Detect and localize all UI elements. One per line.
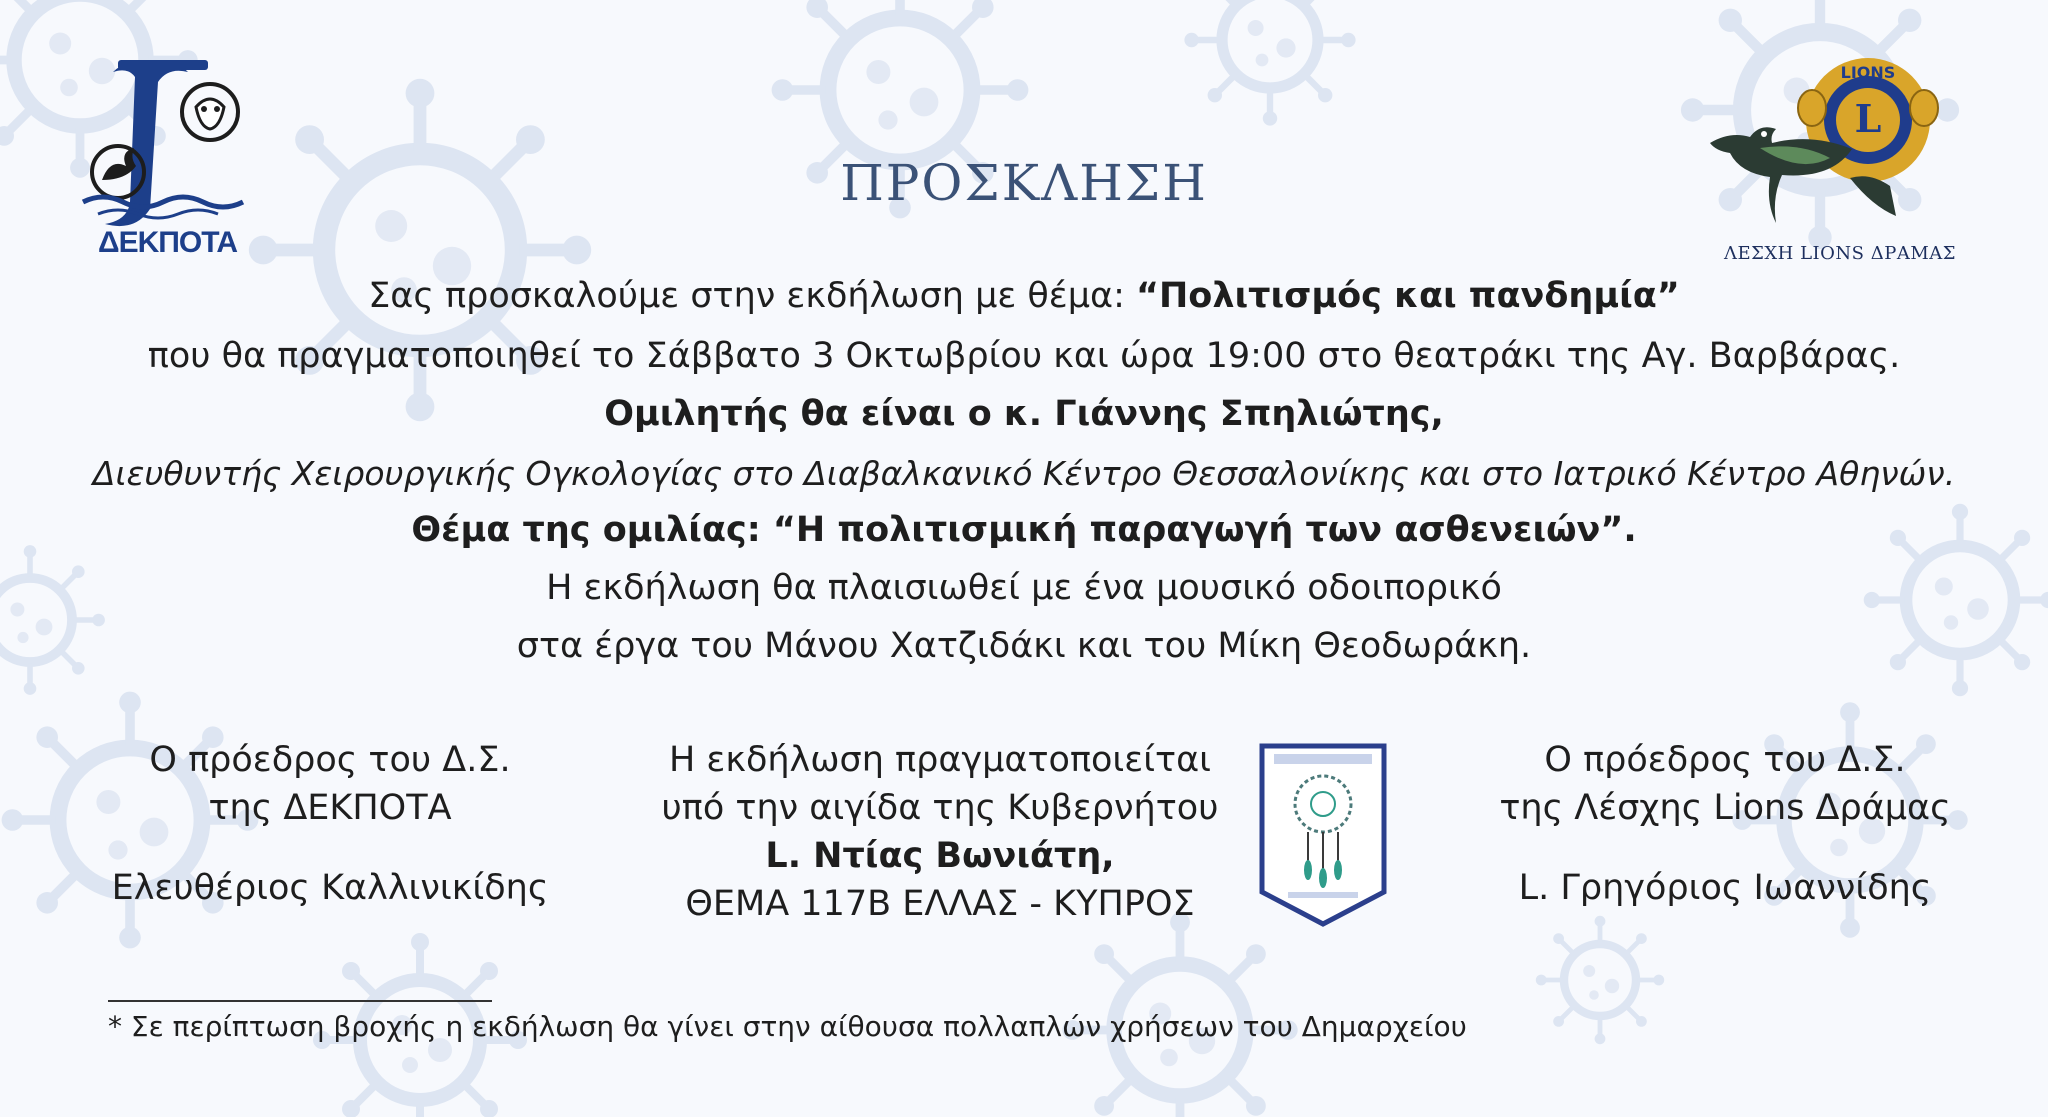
invitation-line-3 bbox=[0, 394, 2048, 434]
talk-topic: Θέμα της ομιλίας: “Η πολιτισμική παραγωγή των ασθενειών”. bbox=[411, 510, 1637, 550]
lions-emblem-icon bbox=[1700, 48, 1970, 258]
patronage-line-1: Η εκδήλωση πραγματοποιείται bbox=[668, 740, 1212, 780]
dekpota-logo-text: ΔΕΚΠΟΤΑ bbox=[98, 226, 238, 259]
footnote-text: * Σε περίπτωση βροχής η εκδήλωση θα γίνει στην αίθουσα πολλαπλών χρήσεων του Δημαρχείου bbox=[108, 1010, 1467, 1043]
governor-name: L. Ντίας Βωνιάτη, bbox=[765, 836, 1115, 876]
speaker-name: Γιάννης Σπηλιώτης, bbox=[1054, 394, 1444, 434]
signature-right-role-2: της Λέσχης Lions Δράμας bbox=[1499, 788, 1951, 828]
signature-right-name: L. Γρηγόριος Ιωαννίδης bbox=[1518, 868, 1932, 908]
district-name: ΘΕΜΑ 117Β ΕΛΛΑΣ - ΚΥΠΡΟΣ bbox=[685, 884, 1195, 924]
invitation-intro-text: Σας προσκαλούμε στην εκδήλωση με θέμα: bbox=[368, 276, 1136, 316]
dekpota-emblem-icon bbox=[78, 52, 258, 242]
signature-left-role-2: της ΔΕΚΠΟΤΑ bbox=[208, 788, 452, 828]
invitation-line-2: που θα πραγματοποιηθεί το Σάββατο 3 Οκτωβρίου και ώρα 19:00 στο θεατράκι της Αγ. Βαρβάρας. bbox=[147, 336, 1901, 376]
district-shield-icon bbox=[1258, 742, 1388, 928]
lions-letter: L bbox=[1854, 96, 1882, 141]
signature-right bbox=[1470, 736, 1980, 912]
event-theme: “Πολιτισμός και πανδημία” bbox=[1135, 276, 1680, 316]
patronage-line-2: υπό την αιγίδα της Κυβερνήτου bbox=[661, 788, 1219, 828]
invitation-line-1 bbox=[0, 276, 2048, 316]
signature-left bbox=[90, 736, 570, 912]
signature-left-name: Ελευθέριος Καλλινικίδης bbox=[111, 868, 549, 908]
lions-ring-text: LIONS bbox=[1840, 63, 1896, 82]
speaker-intro-text: Ομιλητής θα είναι ο κ. bbox=[604, 394, 1055, 434]
invitation-title: ΠΡΟΣΚΛΗΣΗ bbox=[840, 154, 1208, 212]
speaker-title: Διευθυντής Χειρουργικής Ογκολογίας στο Διαβαλκανικό Κέντρο Θεσσαλονίκης και στο Ιατρικό Κέντρο Αθηνών. bbox=[92, 454, 1956, 493]
footnote-divider bbox=[108, 1000, 492, 1002]
lions-drama-logo-text: ΛΕΣΧΗ LIONS ΔΡΑΜΑΣ bbox=[1724, 243, 1956, 264]
signature-left-role-1: Ο πρόεδρος του Δ.Σ. bbox=[149, 740, 511, 780]
invitation-line-6: Η εκδήλωση θα πλαισιωθεί με ένα μουσικό οδοιπορικό bbox=[546, 568, 1502, 608]
invitation-line-7: στα έργα του Μάνου Χατζιδάκι και του Μίκη Θεοδωράκη. bbox=[516, 626, 1532, 666]
signature-right-role-1: Ο πρόεδρος του Δ.Σ. bbox=[1544, 740, 1906, 780]
patronage-block bbox=[630, 736, 1250, 928]
